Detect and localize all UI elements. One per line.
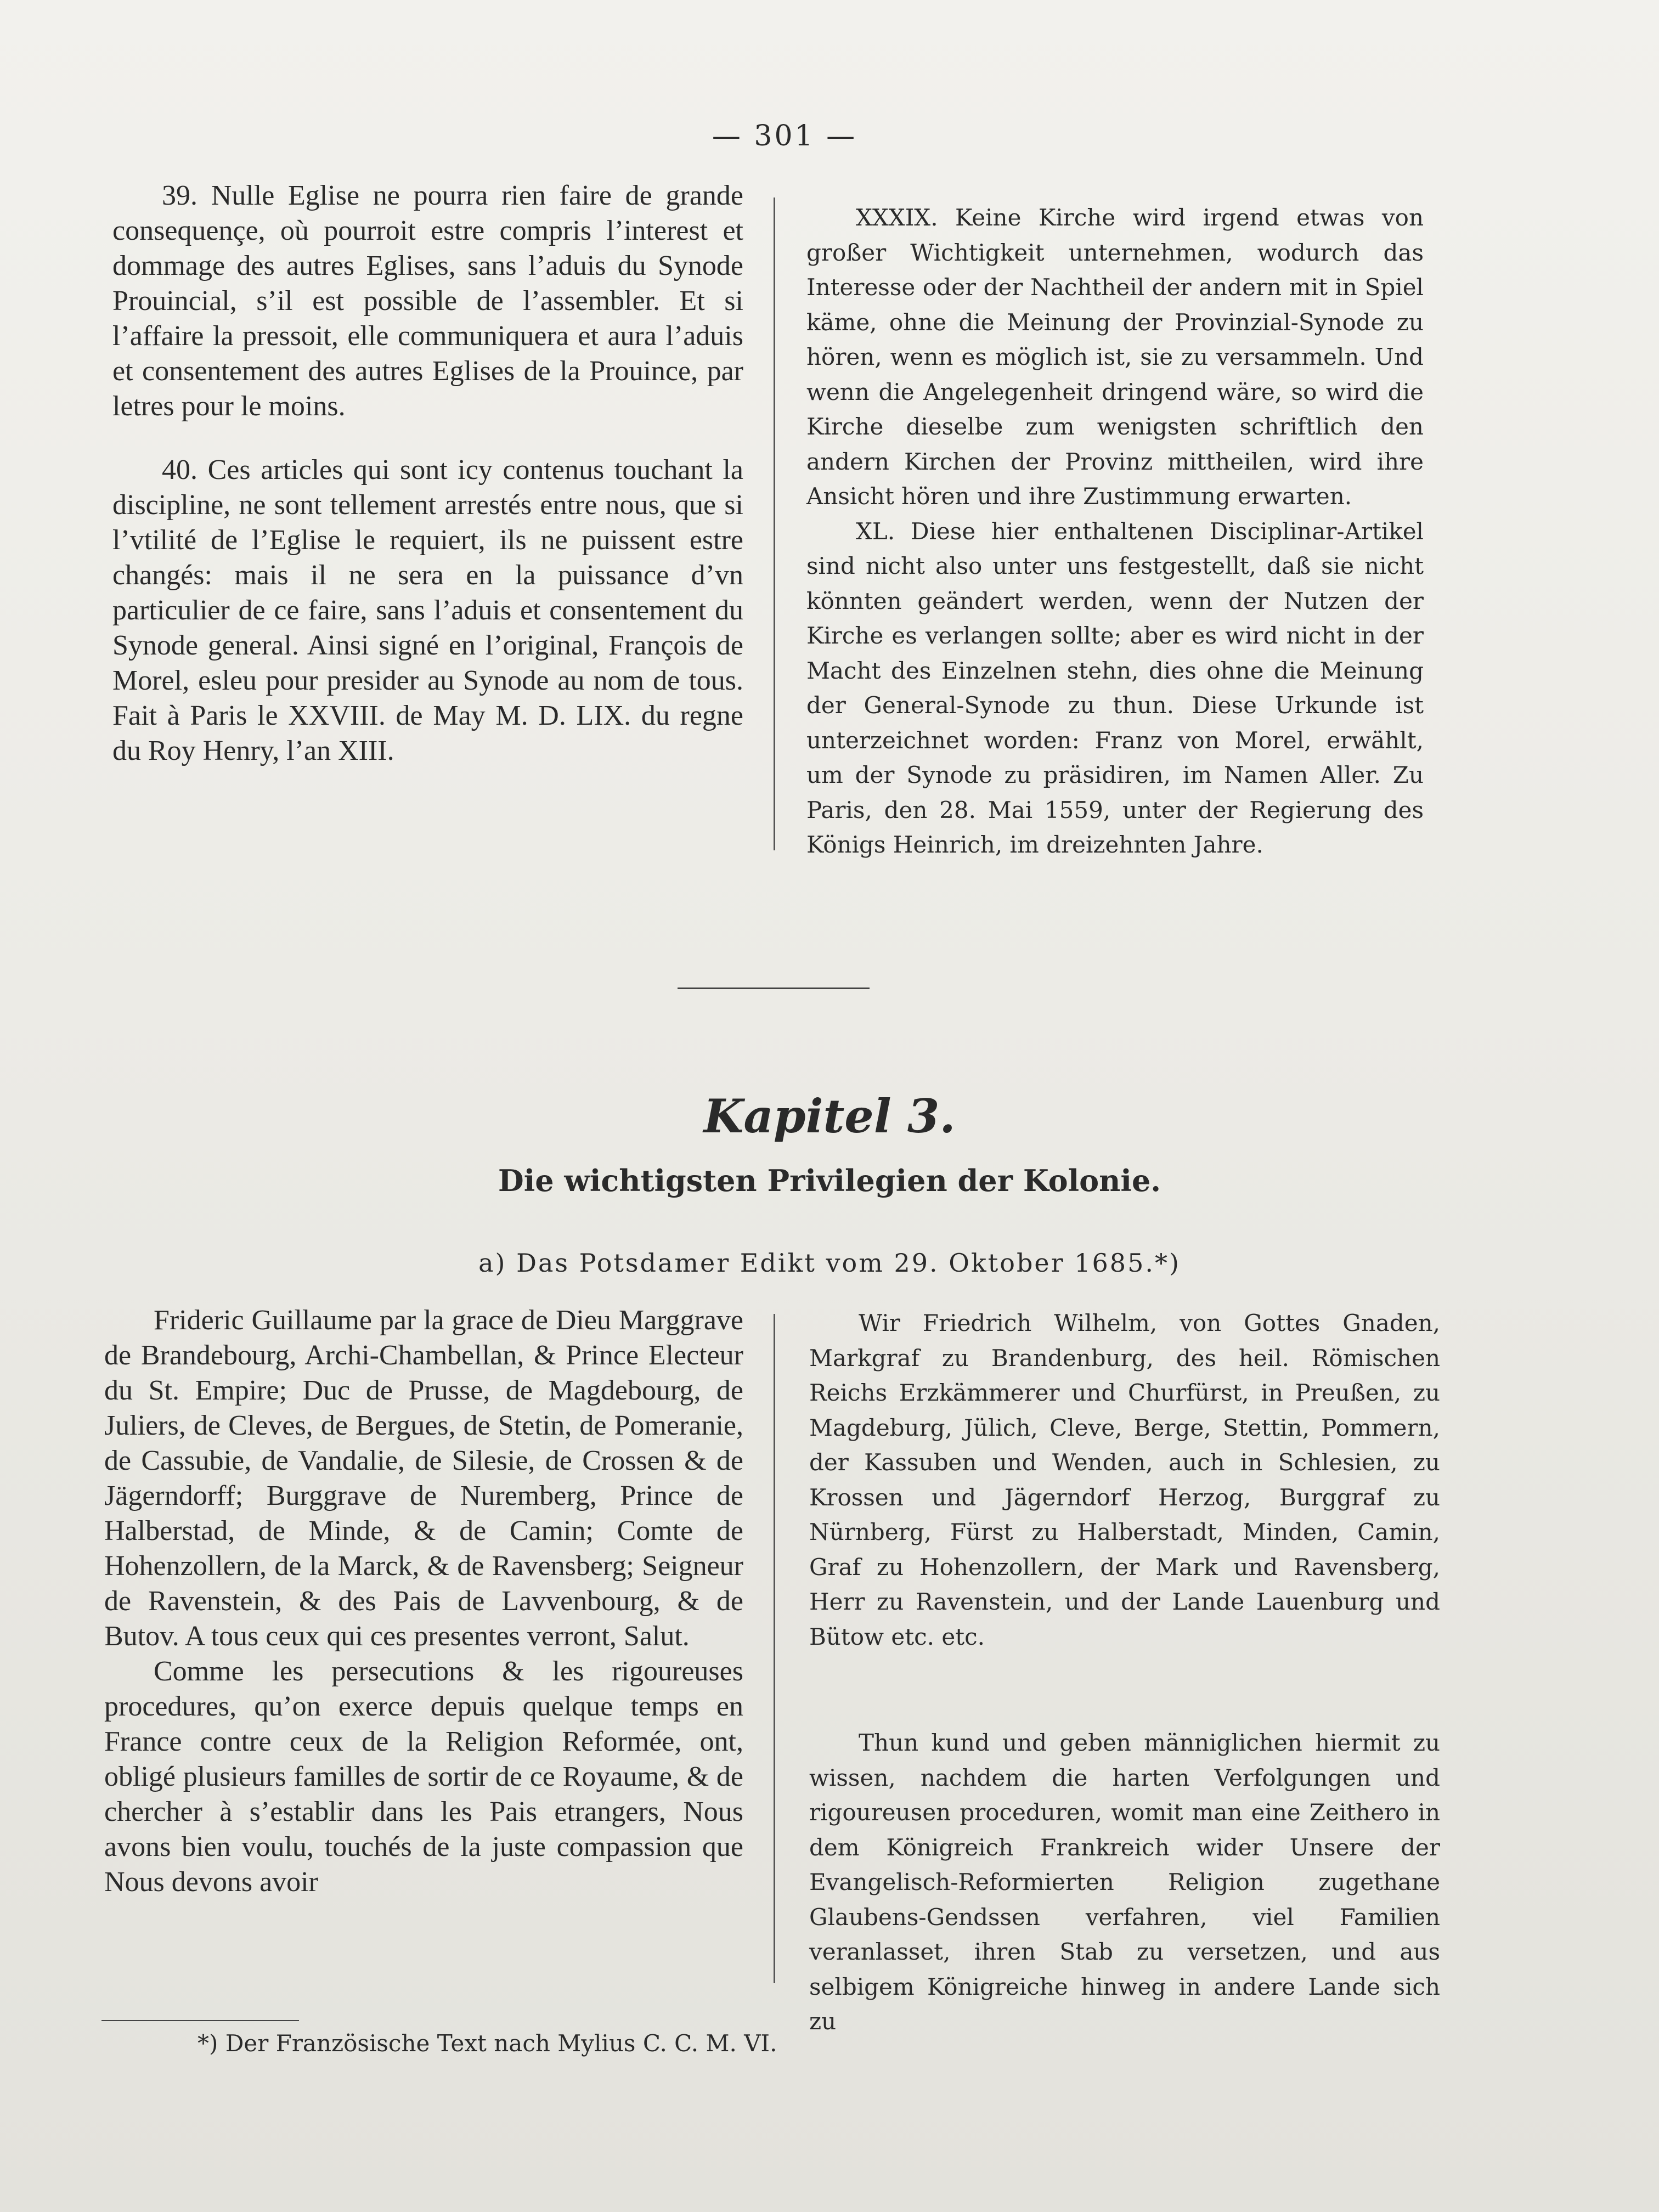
- page-number: — 301 —: [712, 120, 857, 153]
- column-divider-bottom: [774, 1314, 775, 1983]
- section-divider: [678, 988, 870, 989]
- article-39-german: XXXIX. Keine Kirche wird irgend etwas von großer Wichtigkeit unternehmen, wodurch das Interesse oder der Nachtheil der andern mit in Spiel käme, ohne die Meinung der Provinzial-Synode zu hören, wenn es möglich ist, sie zu versammeln. Und wenn die Angelegenheit dringend wäre, so wird die Kirche dieselbe zum wenigsten schriftlich den andern Kirchen der Provinz mittheilen, wird ihre Ansicht hören und ihre Zustimmung erwarten.: [806, 204, 1424, 510]
- footnote: *) Der Französische Text nach Mylius C. C. M. VI.: [198, 2030, 777, 2057]
- article-40-french: 40. Ces articles qui sont icy contenus touchant la discipline, ne sont tellement arrestés entre nous, que si l’vtilité de l’Eglise le requiert, ils ne puissent estre changés: mais il ne sera en la puissance d’vn particulier de ce faire, sans l’aduis et consentement du Synode general. Ainsi signé en l’original, François de Morel, esleu pour presider au Synode au nom de tous. Fait à Paris le XXVIII. de May M. D. LIX. du regne du Roy Henry, l’an XIII.: [112, 454, 743, 766]
- edict-body-french: Comme les persecutions & les rigoureuses procedures, qu’on exerce depuis quelque temps en France contre ceux de la Religion Reformée, ont, obligé plusieurs familles de sortir de ce Royaume, & de chercher à s’establir dans les Pais etrangers, Nous avons bien voulu, touchés de la juste compassion que Nous devons avoir: [104, 1656, 743, 1898]
- column-divider-top: [774, 198, 775, 850]
- article-40-german: XL. Diese hier enthaltenen Disciplinar-Artikel sind nicht also unter uns festgestellt, daß sie nicht könnten geändert werden, wenn der Nutzen der Kirche es verlangen sollte; aber es wird nicht in der Macht des Einzelnen stehn, dies ohne die Meinung der General-Synode zu thun. Diese Urkunde ist unterzeichnet worden: Franz von Morel, erwählt, um der Synode zu präsidiren, im Namen Aller. Zu Paris, den 28. Mai 1559, unter der Regierung des Königs Heinrich, im dreizehnten Jahre.: [806, 517, 1424, 858]
- top-right-column: [806, 200, 1424, 862]
- bottom-right-column: [809, 1306, 1440, 2039]
- edict-intro-german: Wir Friedrich Wilhelm, von Gottes Gnaden, Markgraf zu Brandenburg, des heil. Römischen Reichs Erzkämmerer und Churfürst, in Preußen, zu Magdeburg, Jülich, Cleve, Berge, Stettin, Pommern, der Kassuben und Wenden, auch in Schlesien, zu Krossen und Jägerndorf Herzog, Burggraf zu Nürnberg, Fürst zu Halberstadt, Minden, Camin, Graf zu Hohenzollern, der Mark und Ravensberg, Herr zu Ravenstein, und der Lande Lauenburg und Bütow etc. etc.: [809, 1310, 1440, 1650]
- bottom-left-column: [104, 1303, 743, 1900]
- chapter-subtitle: Die wichtigsten Privilegien der Kolonie.: [498, 1163, 1161, 1198]
- edict-body-german: Thun kund und geben männiglichen hiermit zu wissen, nachdem die harten Verfolgungen und rigoureusen proceduren, womit man eine Zeithero in dem Königreich Frankreich wider Unsere der Evangelisch-Reformierten Religion zugethane Glaubens-Gendssen verfahren, viel Familien veranlasset, ihren Stab zu versetzen, und aus selbigem Königreiche hinweg in andere Lande sich zu: [809, 1729, 1440, 2035]
- chapter-title: Kapitel 3.: [703, 1089, 956, 1143]
- section-heading: a) Das Potsdamer Edikt vom 29. Oktober 1685.*): [478, 1248, 1181, 1278]
- article-39-french: 39. Nulle Eglise ne pourra rien faire de grande consequençe, où pourroit estre compris l’interest et dommage des autres Eglises, sans l’aduis du Synode Prouincial, s’il est possible de l’assembler. Et si l’affaire la pressoit, elle communiquera et aura l’aduis et consentement des autres Eglises de la Prouince, par letres pour le moins.: [112, 180, 743, 422]
- footnote-rule: [101, 2020, 299, 2021]
- top-left-column: [112, 178, 743, 769]
- edict-intro-french: Frideric Guillaume par la grace de Dieu Marggrave de Brandebourg, Archi-Chambellan, & Prince Electeur du St. Empire; Duc de Prusse, de Magdebourg, de Juliers, de Cleves, de Bergues, de Stetin, de Pomeranie, de Cassubie, de Vandalie, de Silesie, de Crossen & de Jägerndorff; Burggrave de Nuremberg, Prince de Halberstad, de Minde, & de Camin; Comte de Hohenzollern, de la Marck, & de Ravensberg; Seigneur de Ravenstein, & des Pais de Lavvenbourg, & de Butov. A tous ceux qui ces presentes verront, Salut.: [104, 1305, 743, 1652]
